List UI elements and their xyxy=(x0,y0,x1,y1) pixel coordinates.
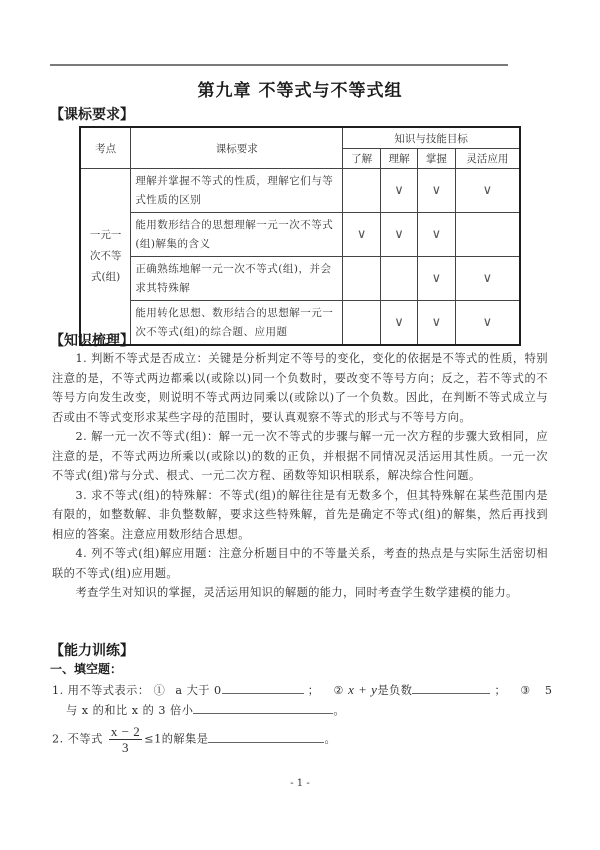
q1-mark-3: ③ xyxy=(520,684,531,697)
check-cell: ∨ xyxy=(455,301,520,346)
header-level-understand: 理解 xyxy=(381,149,418,169)
question-2 xyxy=(52,724,548,755)
knowledge-points xyxy=(52,349,548,603)
requirement-cell: 理解并掌握不等式的性质，理解它们与等式性质的区别 xyxy=(131,169,343,213)
topic-line: 一元一 xyxy=(89,229,122,241)
chapter-title: 第九章 不等式与不等式组 xyxy=(197,81,403,101)
topic-cell xyxy=(80,169,131,346)
q1-part-3b: 与 x 的和比 x 的 3 倍小 xyxy=(66,703,194,717)
requirement-cell: 正确熟练地解一元一次不等式(组)，并会求其特殊解 xyxy=(131,257,343,301)
check-cell: ∨ xyxy=(417,213,455,257)
answer-blank-1[interactable] xyxy=(222,681,304,694)
knowledge-point-4: 4. 列不等式(组)解应用题：注意分析题目中的不等量关系，考查的热点是与实际生活密切相联的不等式(组)应用题。 xyxy=(52,547,548,580)
requirement-cell: 能用数形结合的思想理解一元一次不等式(组)解集的含义 xyxy=(131,213,343,257)
table-row xyxy=(80,169,520,213)
check-cell: ∨ xyxy=(381,301,418,346)
q2-suffix: 的解集是 xyxy=(161,732,209,746)
check-cell xyxy=(343,301,381,346)
header-goals: 知识与技能目标 xyxy=(343,127,520,149)
curriculum-requirements-table xyxy=(79,126,521,346)
check-cell: ∨ xyxy=(343,213,381,257)
header-level-apply: 灵活应用 xyxy=(455,149,520,169)
check-cell xyxy=(343,169,381,213)
table-row xyxy=(80,301,520,346)
requirement-cell: 能用转化思想、数形结合的思想解一元一次不等式(组)的综合题、应用题 xyxy=(131,301,343,346)
check-cell xyxy=(455,213,520,257)
q2-end: 。 xyxy=(324,732,337,746)
knowledge-point-3: 3. 求不等式(组)的特殊解：不等式(组)的解往往是有无数多个，但其特殊解在某些范围内是有限的，如整数解、非负整数解，要求这些特殊解，首先是确定不等式(组)的解集，然后再找到相应的答案。注意应用数形结合思想。 xyxy=(52,488,548,541)
check-cell: ∨ xyxy=(381,213,418,257)
section-heading-training: 【能力训练】 xyxy=(50,643,134,659)
knowledge-point-1: 1. 判断不等式是否成立：关键是分析判定不等号的变化，变化的依据是不等式的性质，特别注意的是，不等式两边都乘以(或除以)同一个负数时，要改变不等号方向；反之，若不等式的不等号方向发生改变，则说明不等式两边同乘以(或除以)了一个负数。因此，在判断不等式成立与否或由不等式变形求某些字母的范围时，要认真观察不等式的形式与不等号方向。 xyxy=(52,352,548,424)
knowledge-point-2: 2. 解一元一次不等式(组)：解一元一次不等式的步骤与解一元一次方程的步骤大致相同，应注意的是，不等式两边所乘以(或除以)的数的正负，并根据不同情况灵活运用其性质。一元一次不等式(组)常与分式、根式、一元二次方程、函数等知识相联系，解决综合性问题。 xyxy=(52,430,548,482)
q1-sep: ； xyxy=(307,684,320,697)
q1-part-2: 是负数 xyxy=(377,684,413,697)
header-rule xyxy=(50,64,508,66)
answer-blank-3[interactable] xyxy=(193,701,333,714)
answer-blank-4[interactable] xyxy=(208,730,324,743)
header-level-master: 掌握 xyxy=(417,149,455,169)
q1-expr: x + y xyxy=(348,682,378,697)
q2-prefix: 2. 不等式 xyxy=(52,732,103,746)
topic-line: 式(组) xyxy=(91,271,121,283)
fill-blank-heading: 一、填空题： xyxy=(50,662,123,676)
check-cell: ∨ xyxy=(455,257,520,301)
fraction xyxy=(109,724,142,755)
answer-blank-2[interactable] xyxy=(412,681,490,694)
page-number: - 1 - xyxy=(290,778,310,789)
header-requirement: 课标要求 xyxy=(131,127,343,169)
q1-sep: ； xyxy=(494,684,507,697)
section-heading-knowledge: 【知识梳理】 xyxy=(50,333,134,349)
check-cell xyxy=(381,257,418,301)
q2-relation: ≤1 xyxy=(144,732,162,746)
header-topic: 考点 xyxy=(80,127,131,169)
check-cell: ∨ xyxy=(417,301,455,346)
q1-part-3a: 5 xyxy=(544,684,553,697)
knowledge-summary: 考查学生对知识的掌握，灵活运用知识的解题的能力，同时考查学生数学建模的能力。 xyxy=(75,586,518,599)
table-row xyxy=(80,213,520,257)
check-cell: ∨ xyxy=(417,257,455,301)
table-row xyxy=(80,257,520,301)
q1-part-1: a 大于 0 xyxy=(175,684,222,697)
section-heading-curriculum: 【课标要求】 xyxy=(50,107,134,123)
check-cell xyxy=(343,257,381,301)
topic-line: 次不等 xyxy=(89,250,122,262)
question-1 xyxy=(52,680,553,720)
header-level-understand-basic: 了解 xyxy=(343,149,381,169)
check-cell: ∨ xyxy=(455,169,520,213)
check-cell: ∨ xyxy=(381,169,418,213)
check-cell: ∨ xyxy=(417,169,455,213)
q1-mark-1: ① xyxy=(153,684,166,697)
q1-mark-2: ② xyxy=(333,684,345,697)
q1-end: 。 xyxy=(333,703,346,717)
fraction-numerator: x − 2 xyxy=(110,724,141,739)
fraction-denominator: 3 xyxy=(122,740,130,755)
q1-prefix: 1. 用不等式表示： xyxy=(52,684,150,697)
